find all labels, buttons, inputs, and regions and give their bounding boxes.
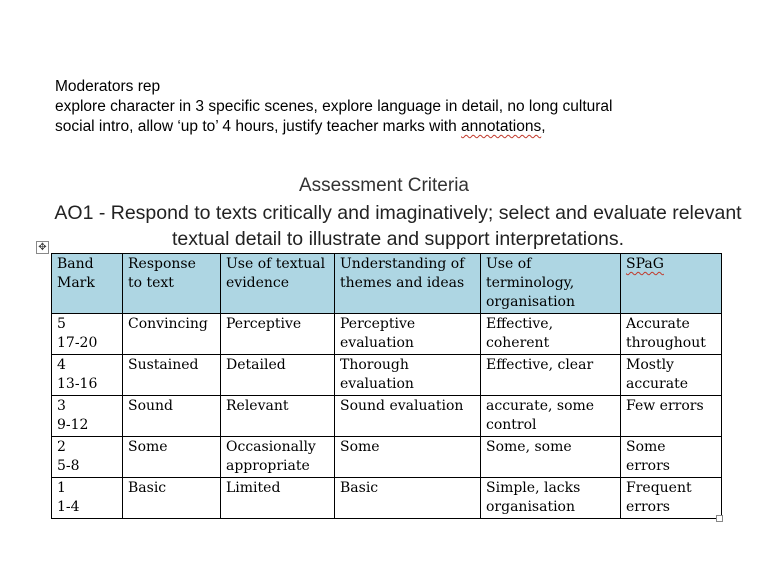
ao1-line-2: textual detail to illustrate and support interpretations.: [171, 228, 624, 250]
table-cell: Some errors: [621, 437, 722, 478]
ao1-line-1: AO1 - Respond to texts critically and imaginatively; select and evaluate relevant: [54, 202, 742, 224]
table-cell: Accurate throughout: [621, 314, 722, 355]
table-row: [52, 355, 722, 396]
move-arrows-icon[interactable]: ✥: [36, 241, 49, 254]
ao1-description: [38, 200, 758, 252]
table-cell: 5 17-20: [52, 314, 123, 355]
table-cell: Effective, coherent: [481, 314, 621, 355]
header-terminology-organisation: Use of terminology, organisation: [481, 254, 621, 314]
table-cell: Occasionally appropriate: [221, 437, 335, 478]
table-cell: Some: [123, 437, 221, 478]
notes-line-3-text: social intro, allow ‘up to’ 4 hours, justify teacher marks with: [55, 118, 462, 135]
table-row: [52, 396, 722, 437]
table-cell: Perceptive evaluation: [335, 314, 481, 355]
table-cell: Mostly accurate: [621, 355, 722, 396]
table-cell: 1 1-4: [52, 478, 123, 519]
table-cell: Some, some: [481, 437, 621, 478]
table-cell: Simple, lacks organisation: [481, 478, 621, 519]
header-band-mark: Band Mark: [52, 254, 123, 314]
resize-handle-icon[interactable]: [716, 515, 723, 522]
moderator-notes: [55, 77, 755, 137]
table-cell: Thorough evaluation: [335, 355, 481, 396]
header-spag: [621, 254, 722, 314]
table-cell: Some: [335, 437, 481, 478]
header-themes-and-ideas: Understanding of themes and ideas: [335, 254, 481, 314]
assessment-criteria-heading: Assessment Criteria: [299, 175, 469, 196]
table-cell: Basic: [335, 478, 481, 519]
table-cell: Sustained: [123, 355, 221, 396]
table-cell: Relevant: [221, 396, 335, 437]
table-cell: Effective, clear: [481, 355, 621, 396]
header-spag-label: SPaG: [626, 256, 664, 272]
header-textual-evidence: Use of textual evidence: [221, 254, 335, 314]
table-cell: Limited: [221, 478, 335, 519]
header-response-to-text: Response to text: [123, 254, 221, 314]
table-cell: Sound: [123, 396, 221, 437]
table-header-row: [52, 254, 722, 314]
notes-line-3-comma: ,: [541, 118, 546, 135]
table-row: [52, 314, 722, 355]
table-cell: Convincing: [123, 314, 221, 355]
table-row: [52, 437, 722, 478]
table-cell: 3 9-12: [52, 396, 123, 437]
table-cell: Detailed: [221, 355, 335, 396]
table-cell: Few errors: [621, 396, 722, 437]
table-row: [52, 478, 722, 519]
table-cell: 2 5-8: [52, 437, 123, 478]
notes-line-2: explore character in 3 specific scenes, explore language in detail, no long cultural: [55, 98, 613, 115]
table-cell: 4 13-16: [52, 355, 123, 396]
assessment-criteria-table: [51, 253, 722, 519]
table-cell: Perceptive: [221, 314, 335, 355]
notes-line-1: Moderators rep: [55, 78, 161, 95]
table-cell: Basic: [123, 478, 221, 519]
notes-line-3-annotations: annotations: [461, 118, 542, 135]
table-cell: accurate, some control: [481, 396, 621, 437]
table-cell: Frequent errors: [621, 478, 722, 519]
table-cell: Sound evaluation: [335, 396, 481, 437]
notes-line-3: [55, 117, 755, 137]
